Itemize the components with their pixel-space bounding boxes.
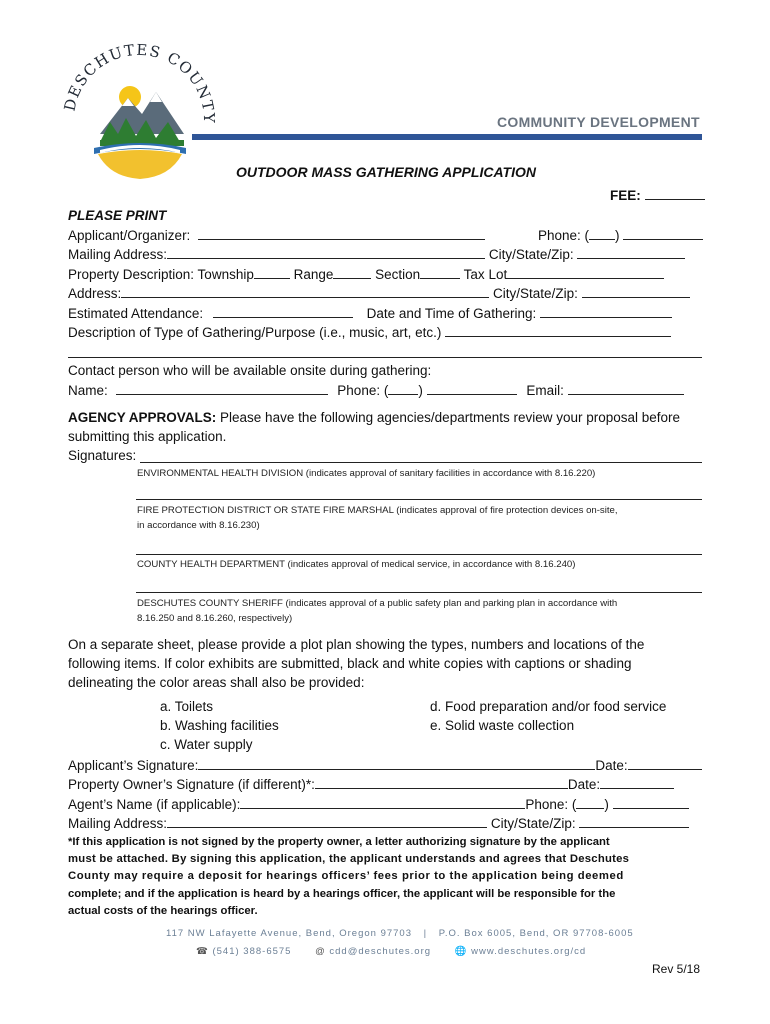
- final-city-label: City/State/Zip:: [490, 816, 576, 831]
- signatures-label: Signatures:: [68, 448, 137, 463]
- contact-label: Contact person who will be available onsite during gathering:: [68, 363, 432, 378]
- sheriff-signature-line[interactable]: [136, 592, 702, 593]
- owner-signature-row: [68, 775, 674, 794]
- description-line-2[interactable]: [68, 357, 702, 358]
- applicant-signature-row: [68, 756, 702, 775]
- mailing-label: Mailing Address:: [68, 247, 168, 262]
- contact-phone-area-input[interactable]: [388, 381, 418, 395]
- department-name: COMMUNITY DEVELOPMENT: [497, 114, 700, 130]
- owner-date-input[interactable]: [600, 775, 674, 789]
- owner-date-label: Date:: [567, 777, 601, 792]
- address-input[interactable]: [121, 284, 489, 298]
- name-label: Name:: [68, 383, 108, 398]
- section-input[interactable]: [420, 265, 460, 279]
- fee-input[interactable]: [645, 186, 705, 200]
- applicant-label: Applicant/Organizer:: [68, 228, 191, 243]
- description-label: Description of Type of Gathering/Purpose (i.e., music, art, etc.): [68, 325, 442, 340]
- attendance-label: Estimated Attendance:: [68, 306, 204, 321]
- logo-text: DESCHUTES COUNTY: [60, 42, 218, 125]
- applicant-row: [68, 226, 485, 245]
- list-item-washing: b. Washing facilities: [160, 718, 279, 733]
- taxlot-input[interactable]: [507, 265, 664, 279]
- final-mailing-input[interactable]: [167, 814, 487, 828]
- applicant-date-label: Date:: [595, 758, 628, 773]
- agent-name-input[interactable]: [240, 795, 525, 809]
- taxlot-label: Tax Lot: [460, 267, 508, 282]
- city-input[interactable]: [577, 245, 685, 259]
- section-label: Section: [371, 267, 421, 282]
- signatures-line[interactable]: [140, 462, 702, 463]
- phone-label: Phone: (: [538, 228, 590, 243]
- fee-field: [610, 186, 705, 205]
- header-bar: [192, 134, 702, 140]
- description-row: [68, 323, 671, 342]
- footer-po-box: P.O. Box 6005, Bend, OR 97708-6005: [438, 928, 634, 939]
- phone-field: [538, 226, 703, 245]
- footer-address: 117 NW Lafayette Avenue, Bend, Oregon 97703: [166, 928, 412, 939]
- list-item-waste: e. Solid waste collection: [430, 718, 575, 733]
- name-input[interactable]: [116, 381, 328, 395]
- agency-text-2: submitting this application.: [68, 429, 227, 444]
- logo-graphic: [60, 42, 218, 182]
- list-item-toilets: a. Toilets: [160, 699, 214, 714]
- plot-line-3: delineating the color areas shall also be provided:: [68, 675, 365, 690]
- agent-phone-area-input[interactable]: [576, 795, 604, 809]
- final-mailing-row: [68, 814, 689, 833]
- footer-email[interactable]: cdd@deschutes.org: [329, 946, 432, 957]
- env-health-caption: ENVIRONMENTAL HEALTH DIVISION (indicates approval of sanitary facilities in accordance with 8.16.220): [137, 468, 596, 479]
- sheriff-caption-1: DESCHUTES COUNTY SHERIFF (indicates approval of a public safety plan and parking plan in accordance with: [137, 598, 618, 609]
- revision: Rev 5/18: [652, 962, 701, 976]
- address-row: [68, 284, 690, 303]
- description-input[interactable]: [445, 323, 671, 337]
- applicant-signature-label: Applicant’s Signature:: [68, 758, 199, 773]
- agency-intro: [68, 409, 680, 427]
- address-city-label: City/State/Zip:: [493, 286, 578, 301]
- footer-separator: |: [423, 928, 428, 939]
- address-label: Address:: [68, 286, 122, 301]
- agent-phone-input[interactable]: [613, 795, 689, 809]
- notice-line-5: actual costs of the hearings officer.: [68, 905, 258, 917]
- owner-signature-input[interactable]: [315, 775, 568, 789]
- agency-text-1: Please have the following agencies/departments review your proposal before: [216, 410, 681, 425]
- globe-icon: 🌐: [454, 946, 468, 957]
- city-label: City/State/Zip:: [488, 247, 574, 262]
- fire-signature-line[interactable]: [136, 499, 702, 500]
- phone-close: ): [615, 228, 620, 243]
- form-title: OUTDOOR MASS GATHERING APPLICATION: [236, 164, 536, 180]
- agency-heading: AGENCY APPROVALS:: [68, 410, 217, 425]
- contact-phone-label: Phone: (: [337, 383, 389, 398]
- footer-contact-row: [196, 946, 586, 957]
- applicant-date-input[interactable]: [628, 756, 702, 770]
- footer-address-row: [166, 928, 634, 939]
- footer-web[interactable]: www.deschutes.org/cd: [471, 946, 587, 957]
- contact-phone-input[interactable]: [427, 381, 517, 395]
- footer-phone: (541) 388-6575: [212, 946, 292, 957]
- agent-row: [68, 795, 689, 814]
- attendance-row: [68, 304, 672, 323]
- owner-signature-label: Property Owner’s Signature (if different)*:: [68, 777, 315, 792]
- agent-phone-label: Phone: (: [525, 797, 577, 812]
- county-logo: [60, 42, 218, 182]
- address-city-input[interactable]: [582, 284, 690, 298]
- fire-caption-1: FIRE PROTECTION DISTRICT OR STATE FIRE MARSHAL (indicates approval of fire protection devices on-site,: [137, 505, 618, 516]
- agent-name-label: Agent’s Name (if applicable):: [68, 797, 241, 812]
- property-row: [68, 265, 664, 284]
- datetime-label: Date and Time of Gathering:: [366, 306, 537, 321]
- contact-phone-close: ): [418, 383, 423, 398]
- notice-line-1: *If this application is not signed by the property owner, a letter authorizing signature by the applicant: [68, 836, 610, 848]
- please-print: PLEASE PRINT: [68, 208, 167, 223]
- email-label: Email:: [526, 383, 564, 398]
- datetime-input[interactable]: [540, 304, 672, 318]
- agent-phone-close: ): [604, 797, 609, 812]
- plot-line-1: On a separate sheet, please provide a plot plan showing the types, numbers and locations of the: [68, 637, 645, 652]
- notice-line-3: County may require a deposit for hearings officers’ fees prior to the application being deemed: [68, 870, 624, 882]
- applicant-signature-input[interactable]: [198, 756, 595, 770]
- property-label: Property Description: Township: [68, 267, 254, 282]
- contact-row: [68, 381, 684, 400]
- notice-line-2: must be attached. By signing this application, the applicant understands and agrees that Deschutes: [68, 853, 630, 865]
- phone-area-input[interactable]: [589, 226, 615, 240]
- applicant-input[interactable]: [198, 226, 485, 240]
- township-input[interactable]: [254, 265, 290, 279]
- county-health-caption: COUNTY HEALTH DEPARTMENT (indicates approval of medical service, in accordance with 8.16.240): [137, 559, 576, 570]
- phone-input[interactable]: [623, 226, 703, 240]
- mailing-row: [68, 245, 685, 264]
- range-input[interactable]: [333, 265, 371, 279]
- email-input[interactable]: [568, 381, 684, 395]
- list-item-food: d. Food preparation and/or food service: [430, 699, 667, 714]
- county-health-signature-line[interactable]: [136, 554, 702, 555]
- fire-caption-2: in accordance with 8.16.230): [137, 520, 260, 531]
- range-label: Range: [289, 267, 334, 282]
- mailing-input[interactable]: [167, 245, 485, 259]
- sheriff-caption-2: 8.16.250 and 8.16.260, respectively): [137, 613, 293, 624]
- fee-label: FEE:: [610, 188, 641, 203]
- attendance-input[interactable]: [213, 304, 353, 318]
- notice-line-4: complete; and if the application is heard by a hearings officer, the applicant will be responsible for the: [68, 888, 616, 900]
- phone-icon: ☎: [196, 946, 209, 957]
- final-city-input[interactable]: [579, 814, 689, 828]
- final-mailing-label: Mailing Address:: [68, 816, 168, 831]
- list-item-water: c. Water supply: [160, 737, 253, 752]
- plot-line-2: following items. If color exhibits are submitted, black and white copies with captions or shading: [68, 656, 632, 671]
- at-icon: @: [315, 946, 326, 957]
